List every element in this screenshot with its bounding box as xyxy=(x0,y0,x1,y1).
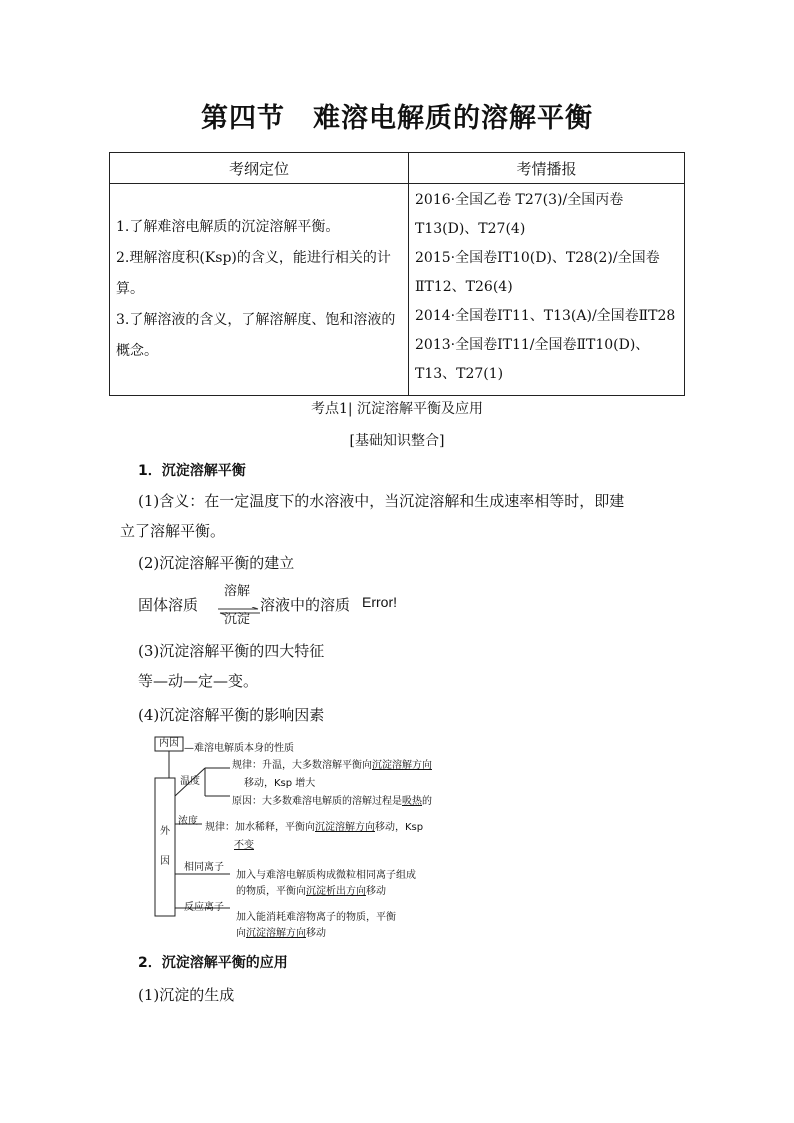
goal-item: 2.理解溶度积(Ksp)的含义，能进行相关的计算。 xyxy=(116,250,391,297)
goal-item: 3.了解溶液的含义，了解溶解度、饱和溶液的概念。 xyxy=(116,312,396,359)
table-header-right: 考情播报 xyxy=(409,153,685,184)
item1-line1: (1)含义：在一定温度下的水溶液中，当沉淀溶解和生成速率相等时，即建 xyxy=(138,492,625,510)
item3: (3)沉淀溶解平衡的四大特征 xyxy=(138,642,325,660)
report-item: 2016·全国乙卷 T27(3)/全国丙卷 T13(D)、T27(4) xyxy=(415,192,624,237)
outer-factor-1: 外 xyxy=(160,826,170,837)
equation-left: 固体溶质 xyxy=(138,596,199,614)
conc-rule: 规律：加水稀释，平衡向沉淀溶解方向移动，Ksp xyxy=(205,822,424,833)
react-ion-desc-1: 加入能消耗难溶物离子的物质，平衡 xyxy=(236,912,396,923)
temperature-label: 温度 xyxy=(180,776,200,787)
item2: (2)沉淀溶解平衡的建立 xyxy=(138,554,295,572)
conc-rule-2: 不变 xyxy=(234,840,254,851)
report-item: 2015·全国卷ⅠT10(D)、T28(2)/全国卷ⅡT12、T26(4) xyxy=(415,250,660,295)
item1-line2: 立了溶解平衡。 xyxy=(120,522,226,540)
same-ion-label: 相同离子 xyxy=(184,862,224,873)
heading-sec2: 2．沉淀溶解平衡的应用 xyxy=(138,955,288,971)
heading-sec1: 1．沉淀溶解平衡 xyxy=(138,463,246,479)
report-item: 2014·全国卷ⅠT11、T13(A)/全国卷ⅡT28 xyxy=(415,308,676,324)
outer-factor-2: 因 xyxy=(160,856,170,867)
item4: (4)沉淀溶解平衡的影响因素 xyxy=(138,706,325,724)
equilibrium-arrow-icon xyxy=(218,600,260,604)
page-title: 第四节 难溶电解质的溶解平衡 xyxy=(201,103,593,134)
goal-item: 1.了解难溶电解质的沉淀溶解平衡。 xyxy=(116,219,340,235)
same-ion-desc-1: 加入与难溶电解质构成微粒相同离子组成 xyxy=(236,870,416,881)
temp-rule: 规律：升温，大多数溶解平衡向沉淀溶解方向 xyxy=(232,760,432,771)
section-subcaption: [基础知识整合] xyxy=(349,433,445,449)
item3-body: 等—动—定—变。 xyxy=(138,672,259,690)
temp-rule-2: 移动，Ksp 增大 xyxy=(244,778,316,789)
inner-factor-desc: —难溶电解质本身的性质 xyxy=(184,743,294,754)
section-caption: 考点1| 沉淀溶解平衡及应用 xyxy=(310,401,484,417)
concentration-label: 浓度 xyxy=(178,816,198,827)
report-item: 2013·全国卷ⅠT11/全国卷ⅡT10(D)、T13、T27(1) xyxy=(415,337,650,382)
react-ion-label: 反应离子 xyxy=(184,902,224,913)
inner-factor-label: 内因 xyxy=(159,738,179,749)
syllabus-table xyxy=(109,152,685,396)
equation-right: 溶液中的溶质 xyxy=(260,596,351,614)
react-ion-desc-2: 向沉淀溶解方向移动 xyxy=(236,928,326,939)
exam-reports xyxy=(409,184,685,396)
item5: (1)沉淀的生成 xyxy=(138,986,235,1004)
temp-reason: 原因：大多数难溶电解质的溶解过程是吸热的 xyxy=(232,796,432,807)
table-header-left: 考纲定位 xyxy=(110,153,409,184)
equation-over: 溶解 xyxy=(224,584,251,599)
same-ion-desc-2: 的物质，平衡向沉淀析出方向移动 xyxy=(236,886,386,897)
syllabus-goals xyxy=(110,184,409,396)
equation-error: Error! xyxy=(362,594,397,610)
equation-under: 沉淀 xyxy=(224,612,251,627)
